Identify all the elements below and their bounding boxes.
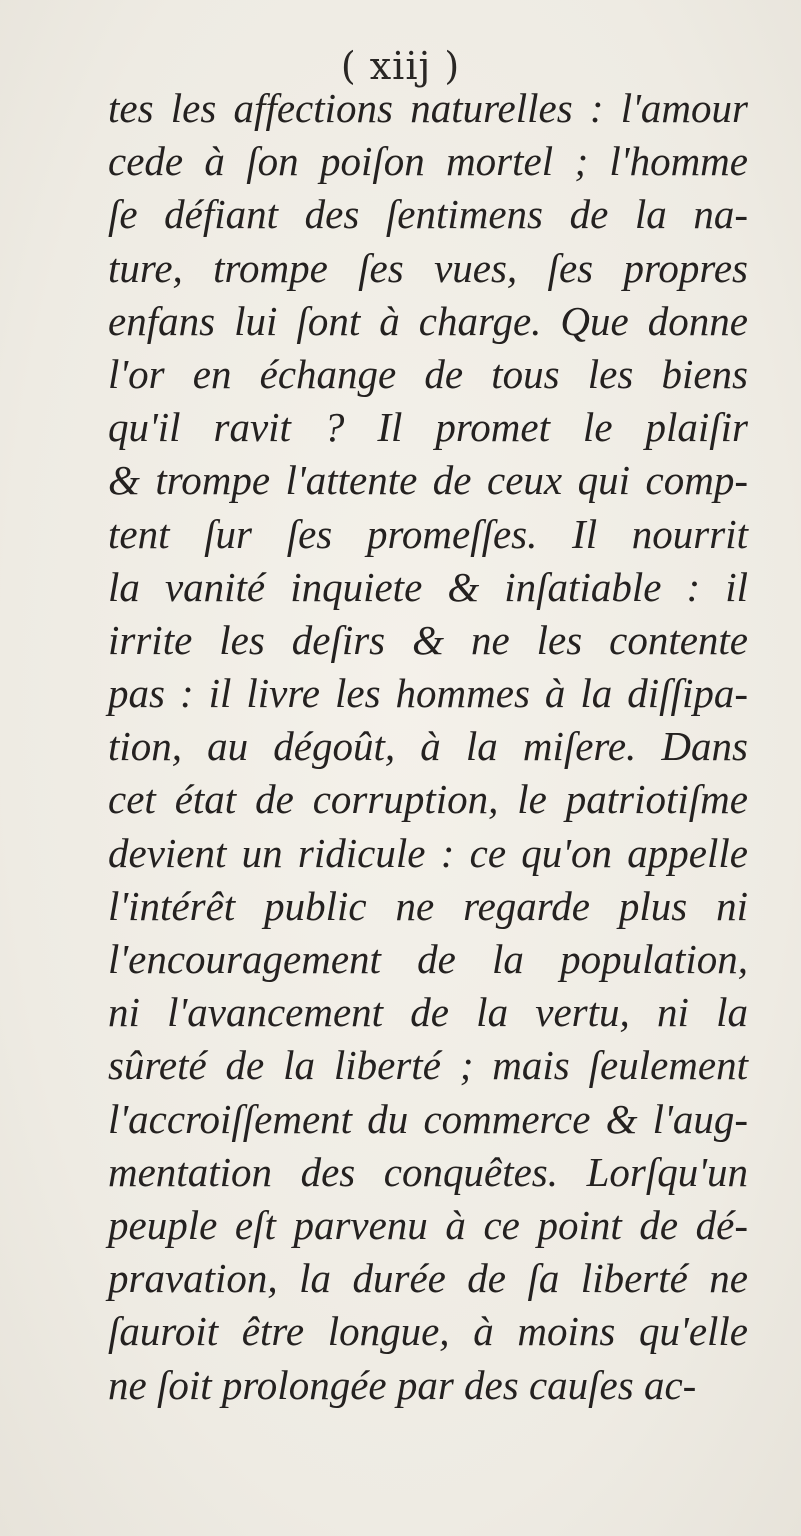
text-line: cede à ſon poiſon mortel ; l'homme	[108, 138, 748, 185]
text-line: ſauroit être longue, à moins qu'elle	[108, 1308, 748, 1355]
text-line: l'encouragement de la population,	[108, 936, 748, 982]
text-line: la vanité inquiete & inſatiable : il	[108, 563, 748, 610]
text-line: ſe défiant des ſentimens de la na-	[108, 191, 748, 238]
text-line: qu'il ravit ? Il promet le plaiſir	[108, 404, 748, 451]
text-line: pas : il livre les hommes à la diſſipa-	[108, 670, 748, 717]
text-line: tent ſur ſes promeſſes. Il nourrit	[108, 510, 748, 557]
text-line: ne ſoit prolongée par des cauſes ac-	[108, 1361, 697, 1408]
text-line: irrite les deſirs & ne les contente	[108, 616, 748, 663]
text-line: tes les affections naturelles : l'amour	[108, 85, 748, 131]
text-line: l'or en échange de tous les biens	[108, 350, 748, 397]
text-line: tion, au dégoût, à la miſere. Dans	[108, 723, 748, 770]
text-line: sûreté de la liberté ; mais ſeulement	[108, 1042, 748, 1089]
body-text	[108, 82, 748, 1412]
text-line: mentation des conquêtes. Lorſqu'un	[108, 1148, 748, 1195]
text-line: ture, trompe ſes vues, ſes propres	[108, 244, 748, 291]
text-line: l'intérêt public ne regarde plus ni	[108, 882, 748, 929]
text-line: l'accroiſſement du commerce & l'aug-	[108, 1095, 748, 1142]
text-line: peuple eſt parvenu à ce point de dé-	[108, 1201, 748, 1248]
text-line: & trompe l'attente de ceux qui comp-	[108, 457, 748, 504]
text-line: pravation, la durée de ſa liberté ne	[108, 1255, 748, 1302]
text-line: devient un ridicule : ce qu'on appelle	[108, 829, 748, 876]
page-number: ( xiij )	[340, 44, 461, 88]
text-line: ni l'avancement de la vertu, ni la	[108, 989, 748, 1036]
text-line: enfans lui ſont à charge. Que donne	[108, 297, 748, 344]
text-line: cet état de corruption, le patriotiſme	[108, 776, 748, 823]
